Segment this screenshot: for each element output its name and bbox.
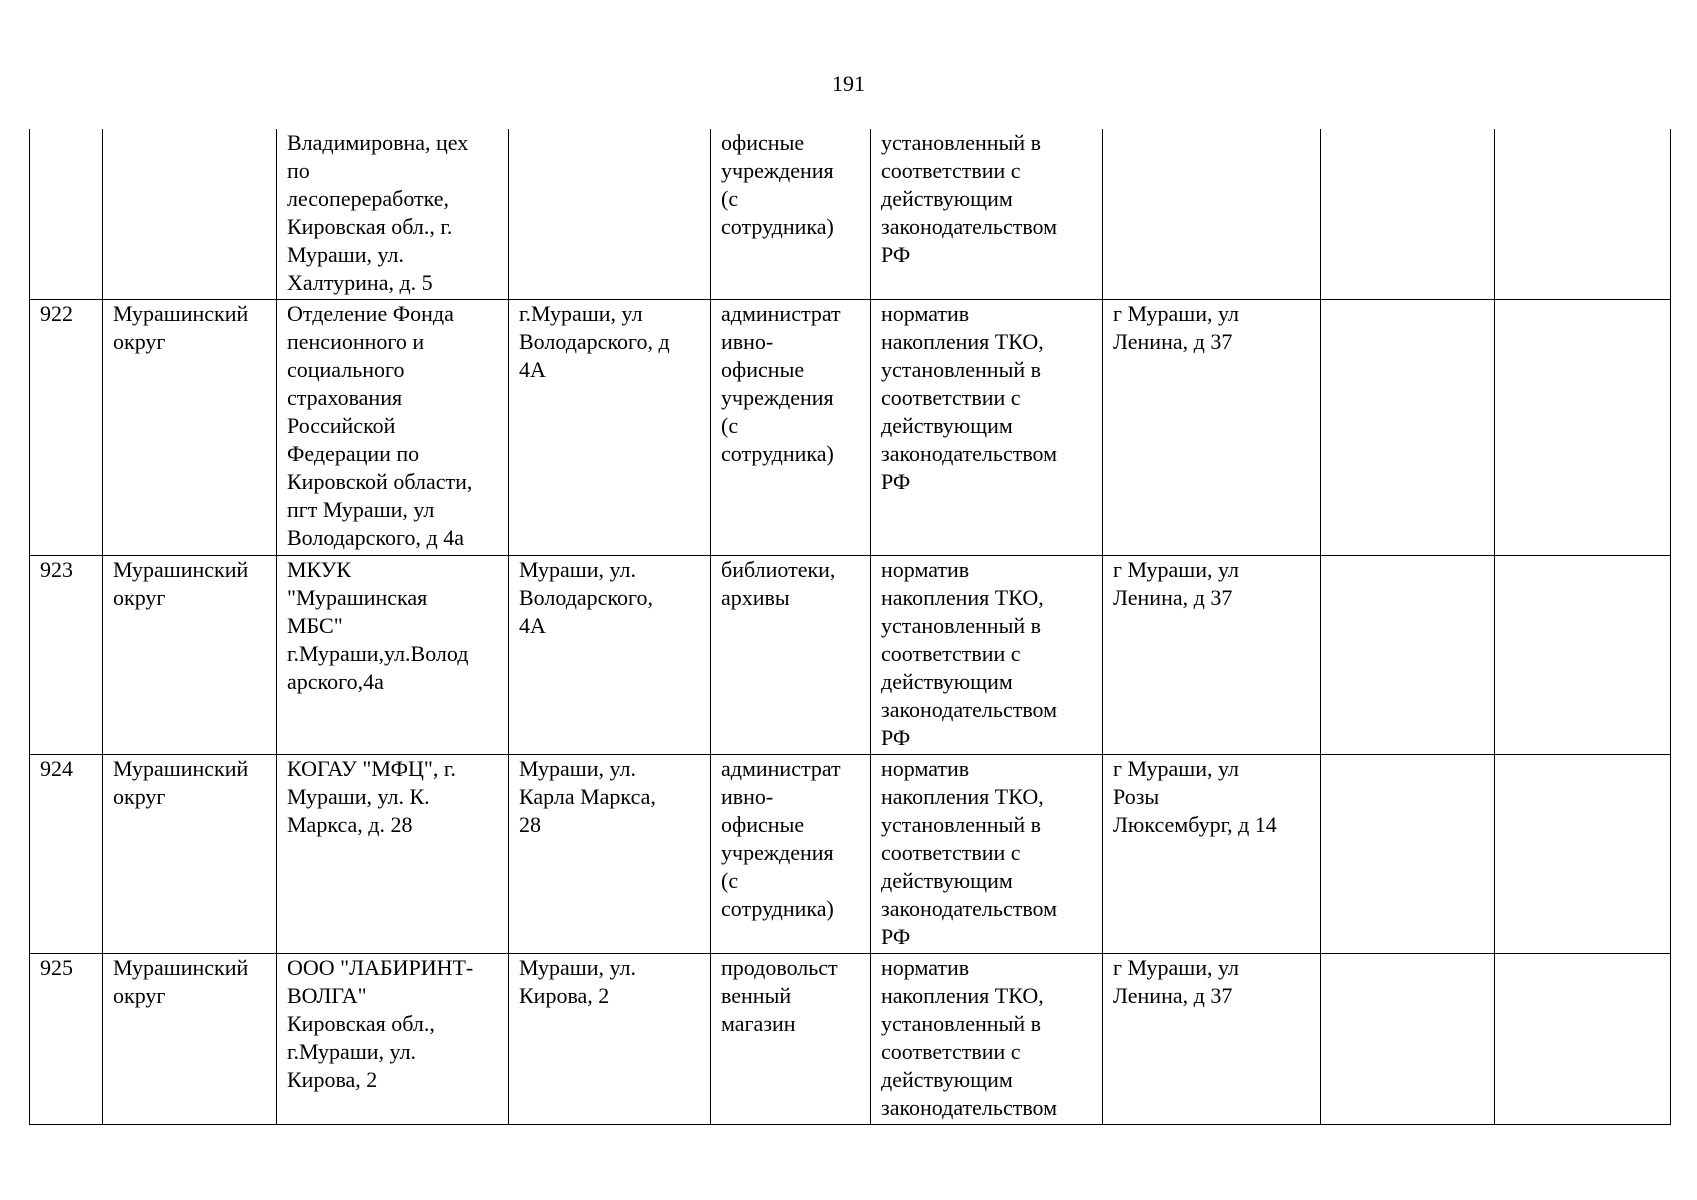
organization-cell: КОГАУ "МФЦ", г. Мураши, ул. К. Маркса, д. 28 — [277, 754, 509, 953]
norm-cell: норматив накопления ТКО, установленный в соответствии с действующим законодательством РФ — [871, 754, 1103, 953]
site-cell: г Мураши, ул Ленина, д 37 — [1103, 555, 1321, 754]
extra-cell — [1321, 299, 1495, 555]
extra-cell — [1321, 953, 1495, 1124]
extra-cell — [1495, 129, 1671, 299]
district-cell — [103, 129, 277, 299]
table-row — [30, 754, 1671, 953]
extra-cell — [1495, 953, 1671, 1124]
extra-cell — [1495, 754, 1671, 953]
extra-cell — [1495, 299, 1671, 555]
table-row — [30, 555, 1671, 754]
row-number-cell: 924 — [30, 754, 103, 953]
norm-cell: норматив накопления ТКО, установленный в соответствии с действующим законодательством РФ — [871, 299, 1103, 555]
site-cell: г Мураши, ул Ленина, д 37 — [1103, 299, 1321, 555]
table-row — [30, 953, 1671, 1124]
row-number-cell: 925 — [30, 953, 103, 1124]
extra-cell — [1321, 754, 1495, 953]
district-cell: Мурашинский округ — [103, 555, 277, 754]
district-cell: Мурашинский округ — [103, 299, 277, 555]
district-cell: Мурашинский округ — [103, 953, 277, 1124]
table-row — [30, 129, 1671, 299]
organization-cell: МКУК "Мурашинская МБС" г.Мураши,ул.Волод арского,4а — [277, 555, 509, 754]
waste-sources-table — [29, 129, 1671, 1125]
row-number-cell: 923 — [30, 555, 103, 754]
organization-cell: Отделение Фонда пенсионного и социального страхования Российской Федерации по Кировской области, пгт Мураши, ул Володарского, д 4а — [277, 299, 509, 555]
extra-cell — [1321, 129, 1495, 299]
site-cell: г Мураши, ул Розы Люксембург, д 14 — [1103, 754, 1321, 953]
address-cell: Мураши, ул. Володарского, 4А — [509, 555, 711, 754]
table-row — [30, 299, 1671, 555]
address-cell: Мураши, ул. Кирова, 2 — [509, 953, 711, 1124]
address-cell: г.Мураши, ул Володарского, д 4А — [509, 299, 711, 555]
page-number: 191 — [832, 71, 865, 96]
extra-cell — [1321, 555, 1495, 754]
row-number-cell: 922 — [30, 299, 103, 555]
site-cell: г Мураши, ул Ленина, д 37 — [1103, 953, 1321, 1124]
norm-cell: норматив накопления ТКО, установленный в соответствии с действующим законодательством — [871, 953, 1103, 1124]
norm-cell: установленный в соответствии с действующим законодательством РФ — [871, 129, 1103, 299]
category-cell: администрат ивно- офисные учреждения (с сотрудника) — [711, 754, 871, 953]
row-number-cell — [30, 129, 103, 299]
category-cell: офисные учреждения (с сотрудника) — [711, 129, 871, 299]
extra-cell — [1495, 555, 1671, 754]
address-cell — [509, 129, 711, 299]
norm-cell: норматив накопления ТКО, установленный в соответствии с действующим законодательством РФ — [871, 555, 1103, 754]
address-cell: Мураши, ул. Карла Маркса, 28 — [509, 754, 711, 953]
category-cell: продовольст венный магазин — [711, 953, 871, 1124]
organization-cell: Владимировна, цех по лесопереработке, Кировская обл., г. Мураши, ул. Халтурина, д. 5 — [277, 129, 509, 299]
organization-cell: ООО "ЛАБИРИНТ- ВОЛГА" Кировская обл., г.Мураши, ул. Кирова, 2 — [277, 953, 509, 1124]
category-cell: администрат ивно- офисные учреждения (с сотрудника) — [711, 299, 871, 555]
category-cell: библиотеки, архивы — [711, 555, 871, 754]
district-cell: Мурашинский округ — [103, 754, 277, 953]
site-cell — [1103, 129, 1321, 299]
